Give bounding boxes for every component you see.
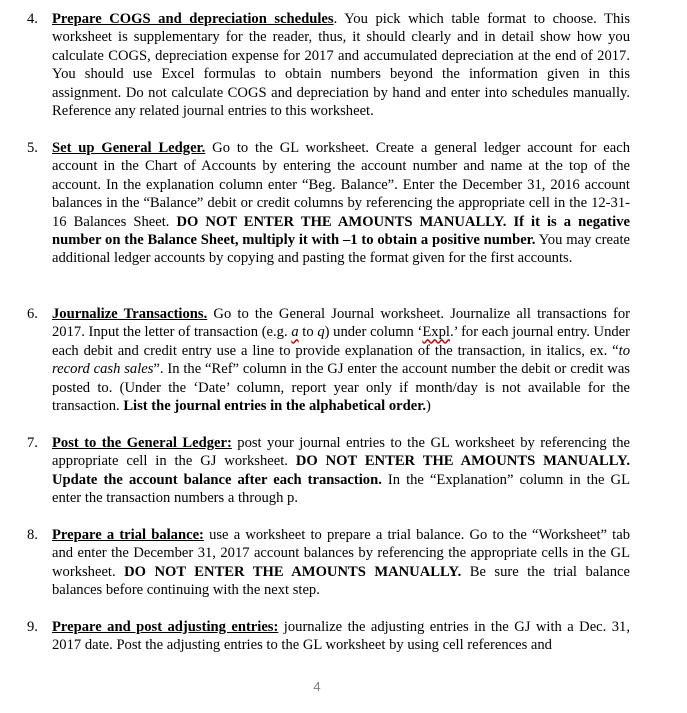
step-body [52,139,630,268]
step-body [52,526,630,600]
step-text: . You pick which table format to choose. This worksheet is supplementary for the reader, thus, it should clearly and in detail show how you calculate COGS, depreciation expense for 2017 and accumulated depreciation at the end of 2017. You should use Excel formulas to obtain numbers beyond the information given in this assignment. Do not calculate COGS and depreciation by hand and enter into schedules manually. Reference any related journal entries to this worksheet. [52,11,630,120]
step-text: ) [426,398,431,415]
step-6 [0,305,687,415]
step-title: Prepare and post adjusting entries: [52,619,279,635]
step-text: post your journal entries to the GL worksheet by referencing the appropriate cell in the GJ worksheet. [52,435,630,470]
step-number: 6. [27,306,38,322]
step-text: Go to the GL worksheet. Create a general ledger account for each account in the Chart of Accounts by entering the account number and name at the top of the account. In the explanation column enter “Beg. Balance”. Enter the December 31, 2016 account balances in the “Balance” debit or credit columns by referencing the appropriate cell in the 12-31-16 Balances Sheet. [52,140,631,230]
step-8 [0,526,687,600]
step-text: Go to the General Journal worksheet. Journalize all transactions for 2017. Input the letter of transaction (e.g. [52,306,630,341]
step-title: Set up General Ledger. [52,140,206,156]
step-bold-text: List the journal entries in the alphabetical order. [123,398,427,415]
step-9 [0,618,687,655]
step-bold-text: DO NOT ENTER THE AMOUNTS MANUALLY. [124,563,462,580]
expl-word: Expl [422,324,450,341]
step-number: 7. [27,435,38,451]
step-title: Prepare a trial balance: [52,527,204,543]
step-5 [0,139,687,268]
step-number: 5. [27,140,38,156]
step-text: use a worksheet to prepare a trial balance. Go to the “Worksheet” tab and enter the December 31, 2017 account balances by referencing the appropriate cells in the GL worksheet. [52,527,630,580]
step-number: 9. [27,619,38,635]
step-title: Journalize Transactions. [52,306,208,322]
italic-letter-q: q [317,324,325,341]
step-text: You may create additional ledger accounts by copying and pasting the format given for the first accounts. [52,232,630,267]
step-4 [0,10,687,120]
step-number: 4. [27,11,38,27]
step-body [52,618,630,655]
step-text: to [298,324,318,341]
step-title: Prepare COGS and depreciation schedules [52,11,334,27]
step-bold-text: DO NOT ENTER THE AMOUNTS MANUALLY. If it is a negative number on the Balance Sheet, multiply it with –1 to obtain a positive number. [52,213,630,249]
step-body [52,305,630,415]
page-number: 4 [313,679,321,694]
step-text: ”. In the “Ref” column in the GJ enter the account number the debit or credit was posted to. (Under the ‘Date’ column, report year only if month/day is not available for the transaction. [52,361,630,415]
step-text: ) under column ‘ [324,324,423,341]
step-text: journalize the adjusting entries in the GJ with a Dec. 31, 2017 date. Post the adjusting entries to the GL worksheet by using cell references and [52,619,630,654]
step-bold-text: DO NOT ENTER THE AMOUNTS MANUALLY. Update the account balance after each transaction. [52,453,630,488]
step-text: Be sure the trial balance balances before continuing with the next step. [52,563,631,599]
italic-letter-a: a [291,324,299,341]
step-title: Post to the General Ledger: [52,435,232,451]
step-7 [0,434,687,508]
italic-example: to record cash sales [52,342,630,378]
step-number: 8. [27,527,38,543]
step-text: .’ for each journal entry. Under each debit and credit entry use a line to provide explanation of the transaction, in italics, ex. “ [52,324,631,359]
step-body [52,434,630,508]
step-body [52,10,630,120]
step-text: In the “Explanation” column in the GL enter the transaction numbers a through p. [52,471,630,507]
